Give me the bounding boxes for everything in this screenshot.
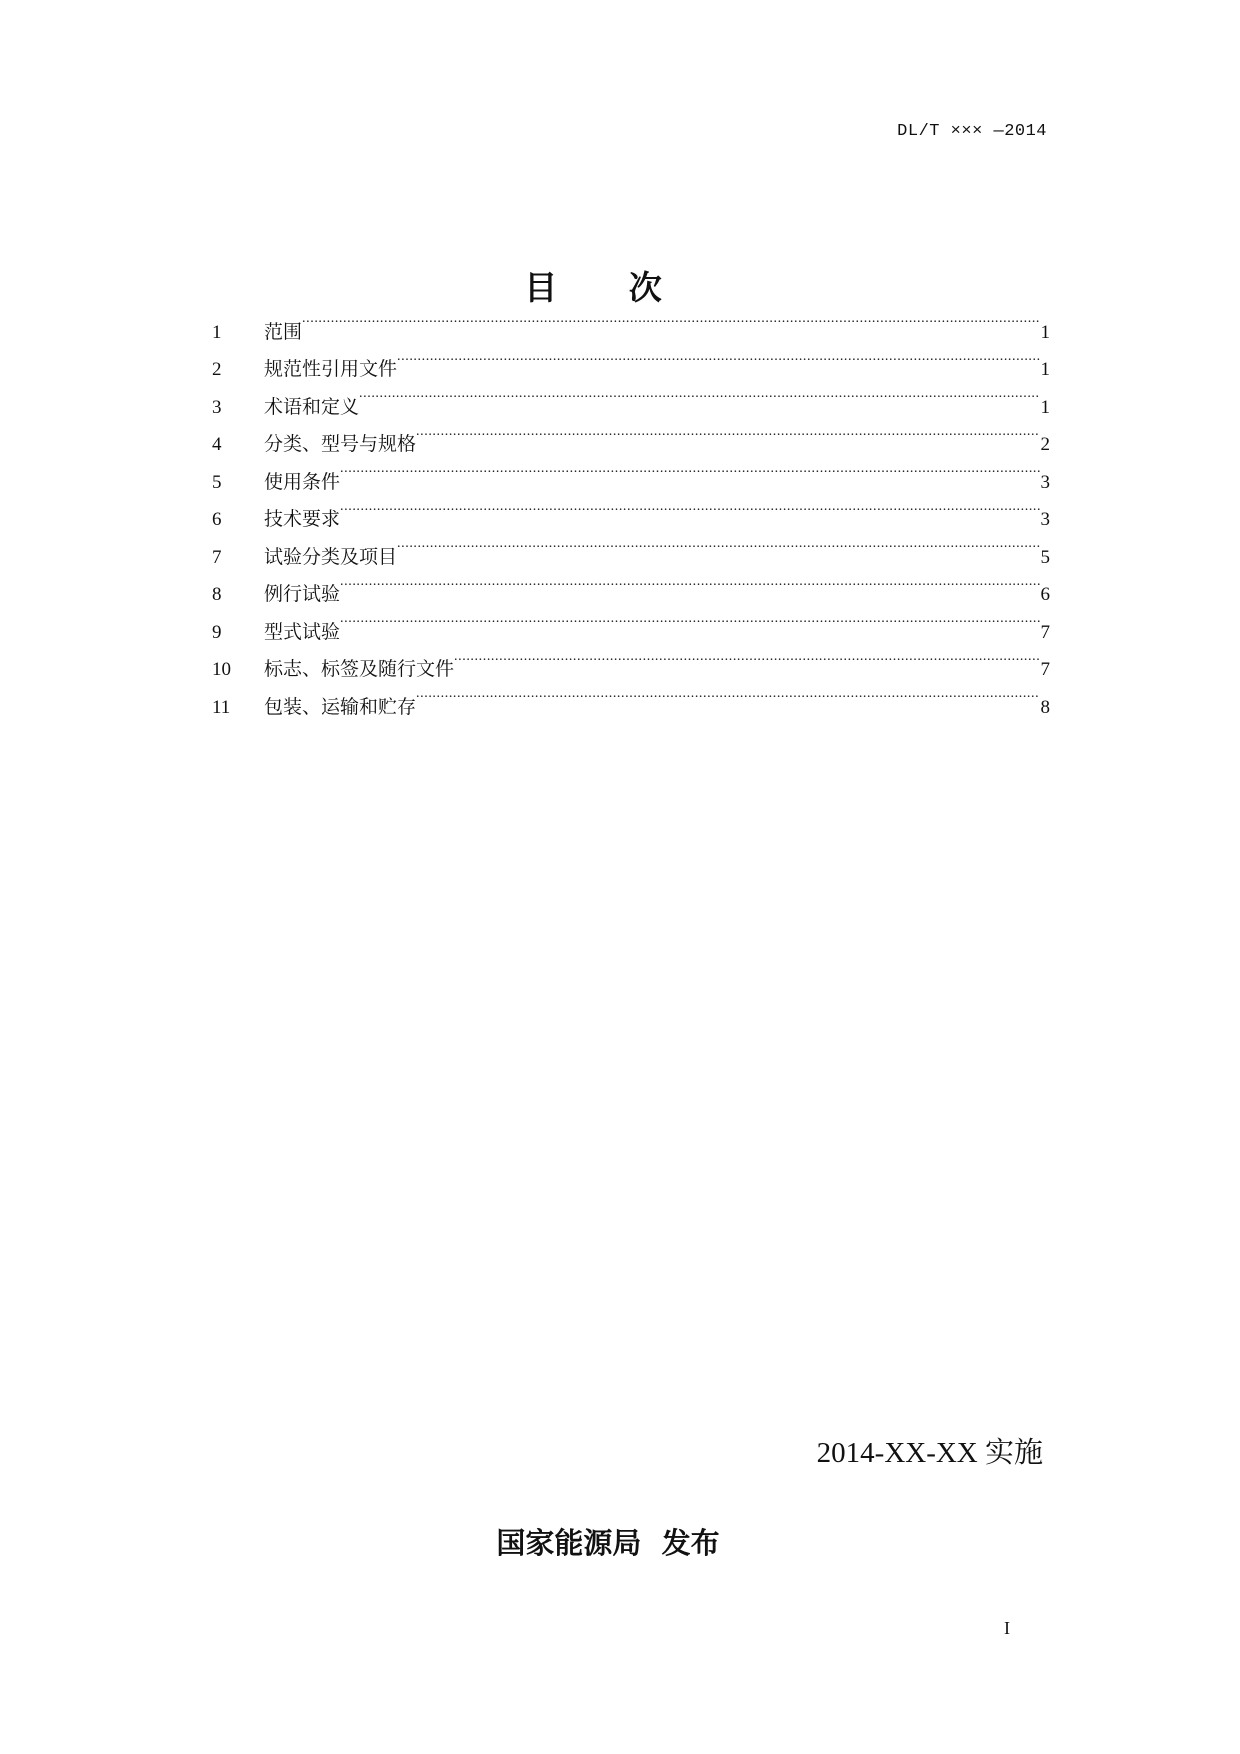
toc-leader-dots — [416, 675, 1039, 713]
toc-entry-number: 1 — [212, 321, 222, 343]
toc-entry-number: 5 — [212, 471, 222, 493]
toc-entry-page: 8 — [1040, 696, 1050, 718]
toc-entry-number: 2 — [212, 359, 222, 380]
toc-leader-dots — [340, 450, 1039, 488]
toc-entry-number: 3 — [212, 396, 222, 418]
toc-entry-number: 7 — [212, 546, 222, 568]
toc-entry-page: 3 — [1040, 471, 1050, 493]
toc-entry-number: 9 — [212, 621, 222, 643]
toc-leader-dots — [397, 525, 1039, 563]
toc-entry-page: 7 — [1040, 659, 1050, 680]
toc-leader-dots — [302, 300, 1039, 338]
publisher-line: 国家能源局 发布 — [496, 1526, 720, 1560]
toc-entry-label: 分类、型号与规格 — [264, 434, 417, 455]
toc-entry-page: 1 — [1040, 321, 1050, 343]
toc-entry[interactable] — [212, 338, 1050, 380]
toc-entry-label: 规范性引用文件 — [264, 359, 398, 380]
toc-entry-label: 范围 — [264, 321, 303, 343]
toc-entry-number: 6 — [212, 509, 222, 530]
toc-entry-label: 试验分类及项目 — [264, 546, 398, 568]
toc-entry-page: 1 — [1040, 396, 1050, 418]
toc-leader-dots — [454, 638, 1039, 676]
toc-entry-label: 例行试验 — [264, 584, 341, 605]
toc-entry-label: 型式试验 — [264, 621, 341, 643]
toc-entry-page: 3 — [1040, 509, 1050, 530]
toc-entry-page: 5 — [1040, 546, 1050, 568]
toc-leader-dots — [340, 563, 1039, 601]
toc-entry-page: 7 — [1040, 621, 1050, 643]
toc-entry-label: 技术要求 — [264, 509, 341, 530]
toc-entry-number: 11 — [212, 696, 231, 718]
toc-leader-dots — [340, 600, 1039, 638]
toc-entry-label: 包装、运输和贮存 — [264, 696, 417, 718]
implementation-date: 2014-XX-XX 实施 — [816, 1437, 1043, 1469]
page-number: I — [1004, 1618, 1010, 1638]
toc-entry-page: 6 — [1040, 584, 1050, 605]
toc-entry-page: 2 — [1040, 434, 1050, 455]
toc-entry-label: 标志、标签及随行文件 — [264, 659, 455, 680]
toc-leader-dots — [397, 338, 1039, 376]
toc-entry-number: 10 — [212, 659, 231, 680]
toc-leader-dots — [416, 413, 1039, 451]
toc-entry-label: 使用条件 — [264, 471, 341, 493]
toc-title: 目 次 — [524, 268, 692, 307]
document-code: DL/T ××× —2014 — [897, 122, 1047, 141]
toc-leader-dots — [340, 488, 1039, 526]
toc-entry-number: 4 — [212, 434, 222, 455]
toc-entry-page: 1 — [1040, 359, 1050, 380]
toc-entry[interactable] — [212, 300, 1050, 343]
toc-leader-dots — [359, 375, 1039, 413]
toc-entry-number: 8 — [212, 584, 222, 605]
toc-entry-label: 术语和定义 — [264, 396, 360, 418]
table-of-contents — [212, 300, 1050, 718]
